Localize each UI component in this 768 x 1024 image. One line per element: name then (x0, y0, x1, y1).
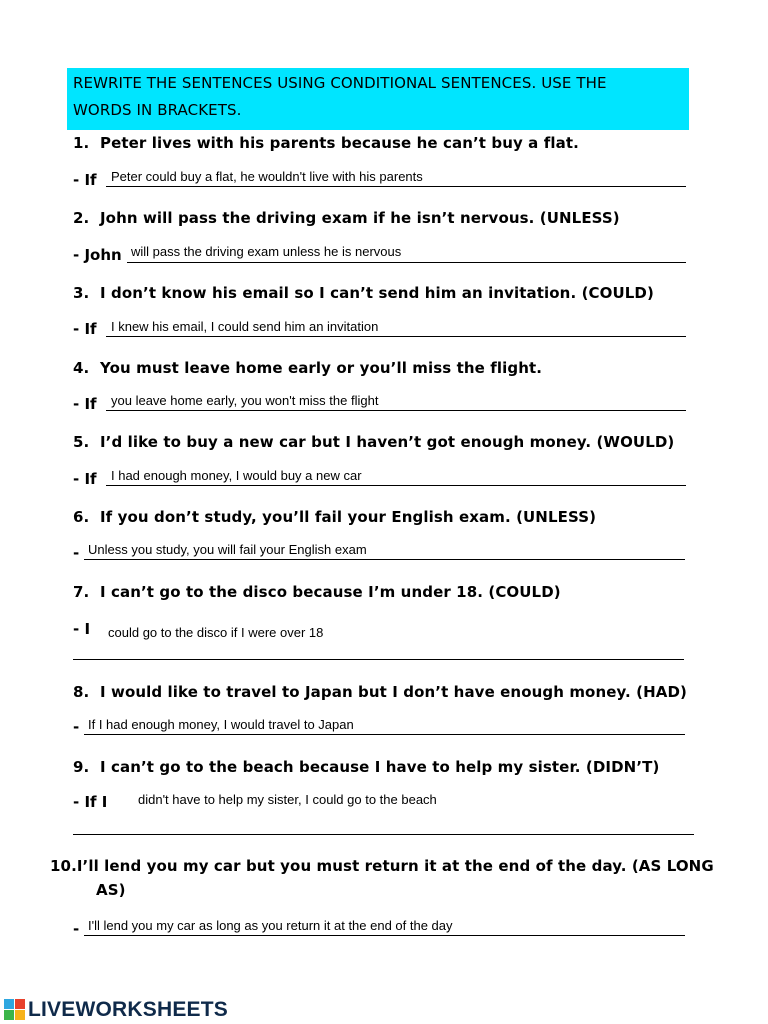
answer-prefix-3: - If (73, 320, 97, 338)
title-line-1: REWRITE THE SENTENCES USING CONDITIONAL SENTENCES. USE THE (73, 74, 607, 92)
question-2: 2. John will pass the driving exam if he isn’t nervous. (UNLESS) (73, 209, 620, 227)
answer-line-8 (84, 734, 685, 735)
answer-line-5 (106, 485, 686, 486)
instructions-title (73, 70, 693, 124)
logo-square-yellow (15, 1010, 25, 1020)
answer-line-3 (106, 336, 686, 337)
answer-line-1 (106, 186, 686, 187)
liveworksheets-logo-icon (4, 999, 26, 1021)
question-4: 4. You must leave home early or you’ll miss the flight. (73, 359, 543, 377)
question-6: 6. If you don’t study, you’ll fail your English exam. (UNLESS) (73, 508, 597, 526)
question-5: 5. I’d like to buy a new car but I haven’t got enough money. (WOULD) (73, 433, 675, 451)
answer-field-4[interactable]: you leave home early, you won't miss the flight (111, 393, 379, 408)
answer-field-3[interactable]: I knew his email, I could send him an invitation (111, 319, 379, 334)
answer-prefix-9: - If I (73, 793, 108, 811)
answer-prefix-10: - (73, 920, 80, 938)
answer-line-4 (106, 410, 686, 411)
question-9: 9. I can’t go to the beach because I have to help my sister. (DIDN’T) (73, 758, 660, 776)
answer-field-8[interactable]: If I had enough money, I would travel to Japan (88, 717, 354, 732)
answer-line-9 (73, 834, 694, 835)
question-10: 10.I’ll lend you my car but you must return it at the end of the day. (AS LONG AS) (50, 857, 714, 899)
logo-square-red (15, 999, 25, 1009)
title-line-2: WORDS IN BRACKETS. (73, 101, 242, 119)
answer-field-10[interactable]: I'll lend you my car as long as you return it at the end of the day (88, 918, 453, 933)
question-1: 1. Peter lives with his parents because he can’t buy a flat. (73, 134, 579, 152)
answer-prefix-1: - If (73, 171, 97, 189)
brand-name: LIVEWORKSHEETS (28, 998, 228, 1021)
answer-line-6 (84, 559, 685, 560)
answer-prefix-8: - (73, 718, 80, 736)
question-8: 8. I would like to travel to Japan but I don’t have enough money. (HAD) (73, 683, 687, 701)
answer-field-2[interactable]: will pass the driving exam unless he is nervous (131, 244, 402, 259)
answer-line-7 (73, 659, 684, 660)
answer-prefix-7: - I (73, 620, 91, 638)
liveworksheets-logo[interactable] (4, 996, 228, 1024)
answer-line-10 (84, 935, 685, 936)
question-7: 7. I can’t go to the disco because I’m under 18. (COULD) (73, 583, 561, 601)
answer-prefix-4: - If (73, 395, 97, 413)
answer-field-9[interactable]: didn't have to help my sister, I could go to the beach (138, 792, 437, 807)
question-3: 3. I don’t know his email so I can’t send him an invitation. (COULD) (73, 284, 654, 302)
answer-prefix-6: - (73, 544, 80, 562)
answer-line-2 (127, 262, 686, 263)
answer-field-7[interactable]: could go to the disco if I were over 18 (108, 625, 324, 640)
answer-prefix-5: - If (73, 470, 97, 488)
logo-square-green (4, 1010, 14, 1020)
answer-prefix-2: - John (73, 246, 122, 264)
answer-field-1[interactable]: Peter could buy a flat, he wouldn't live with his parents (111, 169, 423, 184)
logo-square-blue (4, 999, 14, 1009)
answer-field-5[interactable]: I had enough money, I would buy a new car (111, 468, 362, 483)
answer-field-6[interactable]: Unless you study, you will fail your English exam (88, 542, 367, 557)
